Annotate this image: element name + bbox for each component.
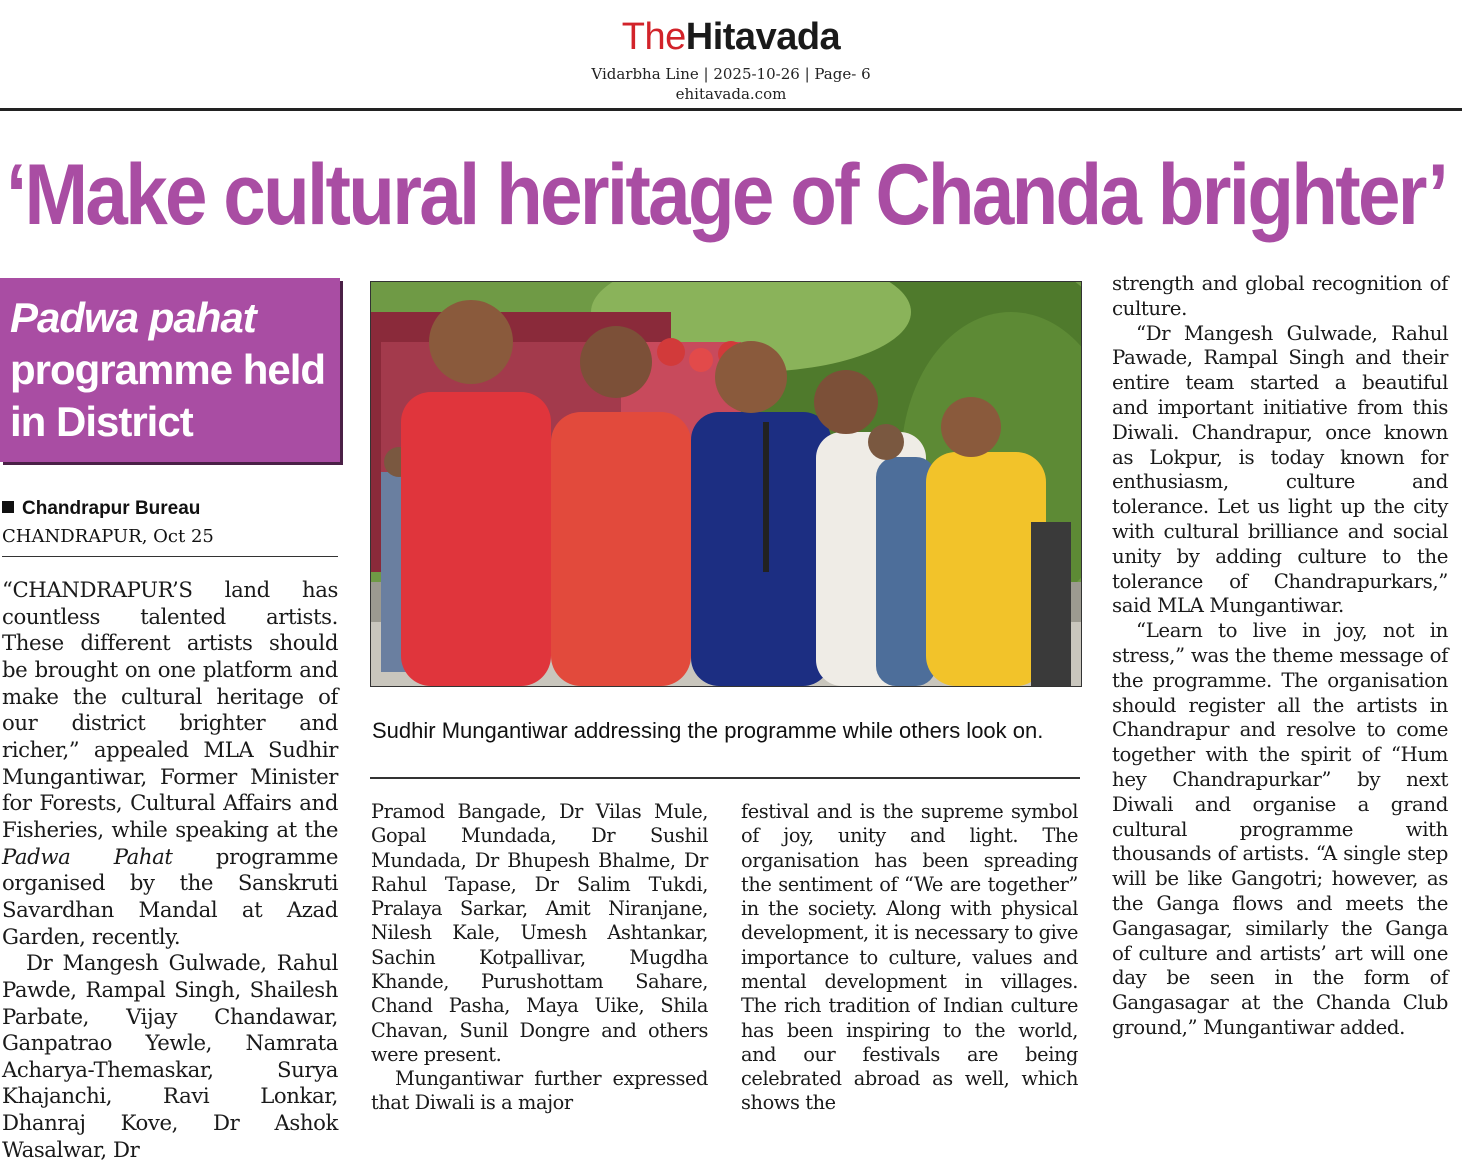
paragraph: Dr Mangesh Gulwade, Rahul Pawde, Rampal Singh, Shailesh Parbate, Vijay Chandawar, Ganpatrao Yewle, Namrata Acharya-Themaskar, Surya Khajanchi, Ravi Lonkar, Dhanraj Kove, Dr Ashok Wasalwar, Dr [2, 951, 338, 1163]
paragraph: strength and global recognition of culture. [1112, 272, 1448, 320]
programme-name: Padwa Pahat [2, 844, 173, 870]
article-column-1 [2, 578, 338, 1164]
site-link[interactable]: ehitavada.com [675, 85, 787, 103]
photo-illustration [371, 282, 1081, 686]
article-headline: ‘Make cultural heritage of Chanda brighter’ [6, 147, 1446, 243]
paragraph [2, 578, 338, 951]
kicker-line-2: programme held in District [10, 346, 326, 445]
article-photo[interactable] [370, 281, 1082, 687]
caption-divider [370, 777, 1080, 779]
kicker-line-1: Padwa pahat [10, 294, 256, 341]
logo-name: Hitavada [685, 16, 841, 58]
kicker-text [10, 292, 335, 448]
paragraph: festival and is the supreme symbol of joy, unity and light. The organisation has been spreading the sentiment of “We are together” in the society. Along with physical development, it is necessary to give importance to culture, values and mental development in villages. The rich tradition of Indian culture has been inspiring to the world, and our festivals are being celebrated abroad as well, which shows the [741, 800, 1078, 1115]
edition-meta [0, 64, 1462, 104]
edition-line: Vidarbha Line | 2025-10-26 | Page- 6 [591, 65, 871, 83]
paragraph-text: programme organised by the Sanskruti Savardhan Mandal at Azad Garden, recently. [2, 844, 338, 950]
byline-divider [2, 556, 338, 557]
article-column-2 [371, 800, 708, 1116]
article-column-3 [741, 800, 1078, 1116]
paragraph: “Dr Mangesh Gulwade, Rahul Pawade, Rampal Singh and their entire team started a beautiful and important initiative from this Diwali. Chandrapur, once known as Lokpur, is today known for enthusiasm, culture and tolerance. Let us light up the city with cultural brilliance and social unity by adding culture to the tolerance of Chandrapurkars,” said MLA Mungantiwar. [1112, 321, 1448, 618]
newspaper-logo[interactable] [0, 16, 1462, 59]
logo-the: The [621, 16, 686, 58]
photo-caption: Sudhir Mungantiwar addressing the programme while others look on. [372, 718, 1044, 743]
byline-text: Chandrapur Bureau [22, 498, 201, 519]
dateline: CHANDRAPUR, Oct 25 [2, 526, 214, 547]
bullet-square-icon [2, 501, 14, 513]
paragraph: Pramod Bangade, Dr Vilas Mule, Gopal Mundada, Dr Sushil Mundada, Dr Bhupesh Bhalme, Dr Rahul Tapase, Dr Salim Tukdi, Pralaya Sarkar, Amit Niranjane, Nilesh Kale, Umesh Ashtankar, Sachin Kotpallivar, Mugdha Khande, Purushottam Sahare, Chand Pasha, Maya Uike, Shila Chavan, Sunil Dongre and others were present. [371, 800, 708, 1066]
paragraph: Mungantiwar further expressed that Diwali is a major [371, 1067, 708, 1115]
masthead-divider [0, 108, 1462, 111]
paragraph-text: “CHANDRAPUR’S land has countless talented artists. These different artists should be brought on one platform and make the cultural heritage of our district brighter and richer,” appealed MLA Sudhir Mungantiwar, Former Minister for Forests, Cultural Affairs and Fisheries, while speaking at the [2, 578, 338, 843]
kicker-box [0, 278, 340, 462]
article-column-4 [1112, 272, 1448, 1041]
paragraph: “Learn to live in joy, not in stress,” was the theme message of the programme. The organisation should register all the artists in Chandrapur and resolve to come together with the spirit of “Hum hey Chandrapurkar” by next Diwali and organise a grand cultural programme with thousands of artists. “A single step will be like Gangotri; however, as the Ganga flows and meets the Gangasagar, similarly the Ganga of culture and artists’ art will one day be seen in the form of Gangasagar at the Chanda Club ground,” Mungantiwar added. [1112, 619, 1448, 1039]
byline [2, 498, 338, 520]
